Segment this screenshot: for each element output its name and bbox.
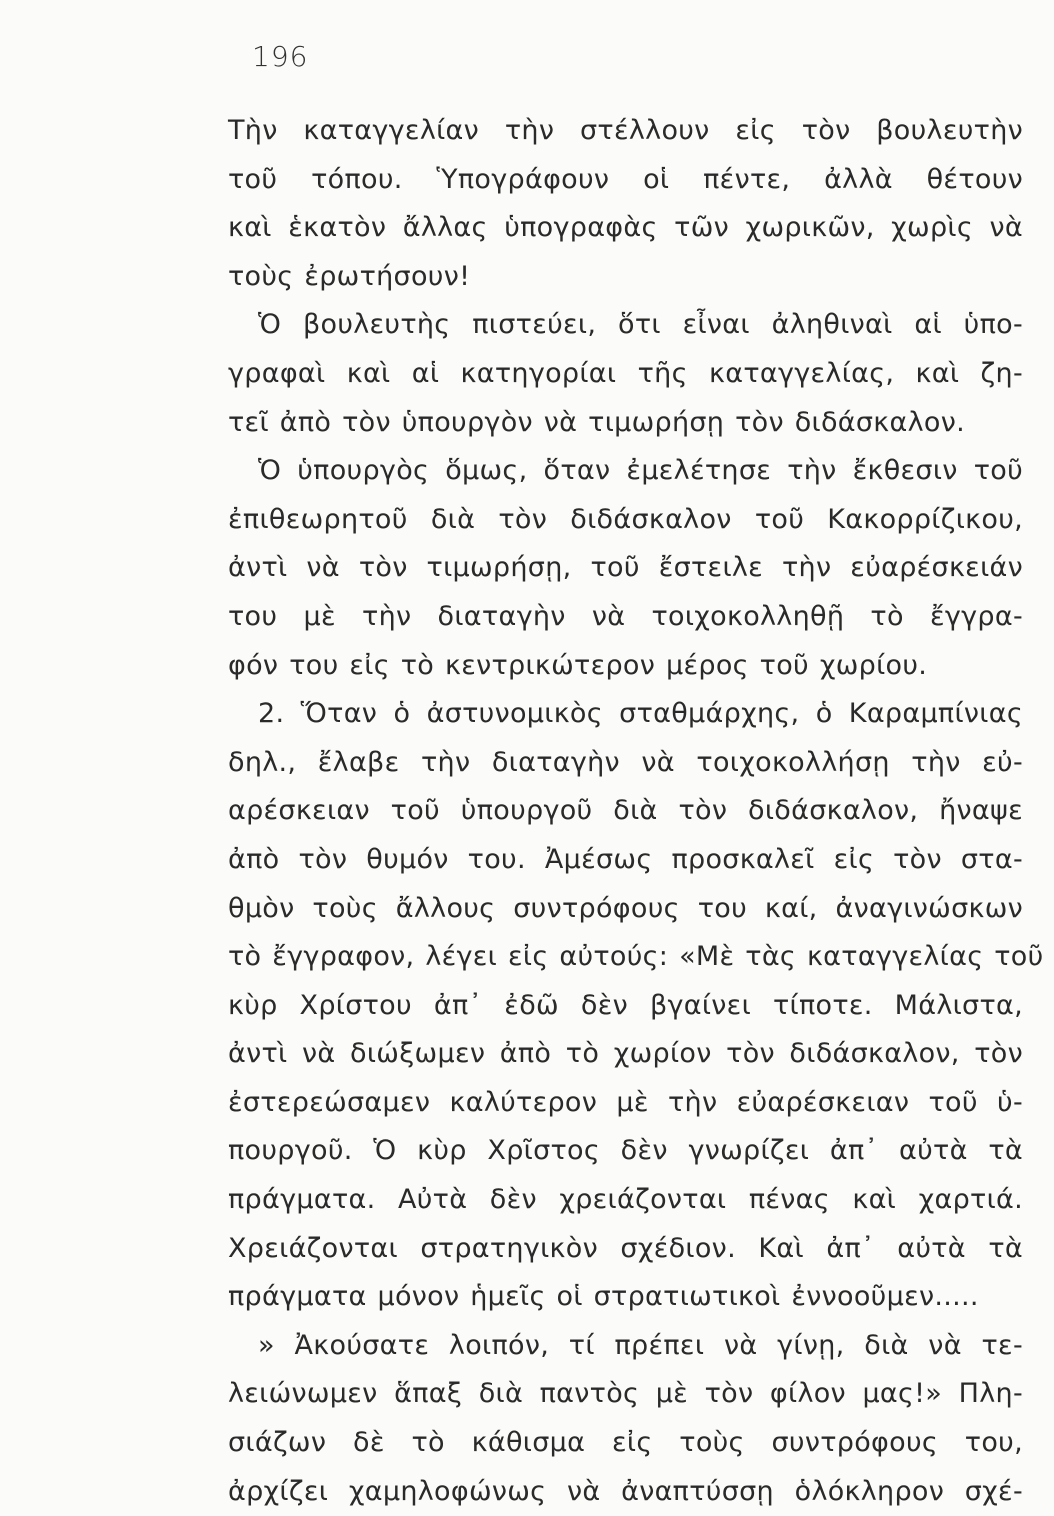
text-line: Χρειάζονται στρατηγικὸν σχέδιον. Καὶ ἀπ᾽ αὐτὰ τὰ (228, 1232, 1023, 1264)
text-line: καὶ ἑκατὸν ἄλλας ὑπογραφὰς τῶν χωρικῶν, χωρὶς νὰ (228, 212, 1023, 244)
text-line: πουργοῦ. Ὁ κὺρ Χρῖστος δὲν γνωρίζει ἀπ᾽ αὐτὰ τὰ (228, 1135, 1023, 1167)
text-line: πράγματα μόνον ἡμεῖς οἱ στρατιωτικοὶ ἐννοοῦμεν..... (228, 1281, 979, 1313)
text-line: ἀντὶ νὰ διώξωμεν ἀπὸ τὸ χωρίον τὸν διδάσκαλον, τὸν (228, 1038, 1023, 1070)
text-line: ἀρχίζει χαμηλοφώνως νὰ ἀναπτύσσῃ ὁλόκληρον σχέ- (228, 1475, 1023, 1507)
text-line: 2. Ὅταν ὁ ἀστυνομικὸς σταθμάρχης, ὁ Καραμπίνιας (258, 698, 1023, 730)
text-line: » Ἀκούσατε λοιπόν, τί πρέπει νὰ γίνῃ, διὰ νὰ τε- (258, 1329, 1023, 1361)
text-line: τοὺς ἐρωτήσουν! (228, 260, 471, 292)
text-line: φόν του εἰς τὸ κεντρικώτερον μέρος τοῦ χωρίου. (228, 649, 928, 681)
text-line: θμὸν τοὺς ἄλλους συντρόφους του καί, ἀναγινώσκων (228, 892, 1023, 924)
text-line: σιάζων δὲ τὸ κάθισμα εἰς τοὺς συντρόφους του, (228, 1427, 1023, 1459)
text-line: ἀπὸ τὸν θυμόν του. Ἀμέσως προσκαλεῖ εἰς τὸν στα- (228, 843, 1023, 875)
text-line: αρέσκειαν τοῦ ὑπουργοῦ διὰ τὸν διδάσκαλον, ἤναψε (228, 795, 1023, 827)
text-line: δηλ., ἔλαβε τὴν διαταγὴν νὰ τοιχοκολλήσῃ τὴν εὐ- (228, 746, 1023, 778)
text-line: ἐστερεώσαμεν καλύτερον μὲ τὴν εὐαρέσκειαν τοῦ ὑ- (228, 1086, 1023, 1118)
text-line: τὸ ἔγγραφον, λέγει εἰς αὐτούς: «Μὲ τὰς καταγγελίας τοῦ (228, 941, 1044, 973)
text-line: Τὴν καταγγελίαν τὴν στέλλουν εἰς τὸν βουλευτὴν (228, 115, 1023, 146)
text-line: λειώνωμεν ἅπαξ διὰ παντὸς μὲ τὸν φίλον μας!» Πλη- (228, 1378, 1023, 1410)
text-line: τεῖ ἀπὸ τὸν ὑπουργὸν νὰ τιμωρήσῃ τὸν διδάσκαλον. (228, 406, 965, 438)
text-line: του μὲ τὴν διαταγὴν νὰ τοιχοκολληθῇ τὸ ἔγγρα- (228, 600, 1023, 632)
text-line: Ὁ βουλευτὴς πιστεύει, ὅτι εἶναι ἀληθιναὶ αἱ ὑπο- (258, 309, 1023, 341)
text-line: γραφαὶ καὶ αἱ κατηγορίαι τῆς καταγγελίας, καὶ ζη- (228, 357, 1023, 389)
text-line: ἐπιθεωρητοῦ διὰ τὸν διδάσκαλον τοῦ Κακορρίζικου, (228, 503, 1023, 535)
text-line: πράγματα. Αὐτὰ δὲν χρειάζονται πένας καὶ χαρτιά. (228, 1184, 1023, 1216)
page-number: 196 (252, 40, 309, 73)
text-line: τοῦ τόπου. Ὑπογράφουν οἱ πέντε, ἀλλὰ θέτουν (228, 163, 1023, 195)
text-line: ἀντὶ νὰ τὸν τιμωρήσῃ, τοῦ ἔστειλε τὴν εὐαρέσκειάν (228, 552, 1023, 584)
text-line: Ὁ ὑπουργὸς ὅμως, ὅταν ἐμελέτησε τὴν ἔκθεσιν τοῦ (258, 455, 1023, 487)
body-text (228, 107, 1044, 1516)
text-line: κὺρ Χρίστου ἀπ᾽ ἐδῶ δὲν βγαίνει τίποτε. Μάλιστα, (228, 989, 1023, 1021)
